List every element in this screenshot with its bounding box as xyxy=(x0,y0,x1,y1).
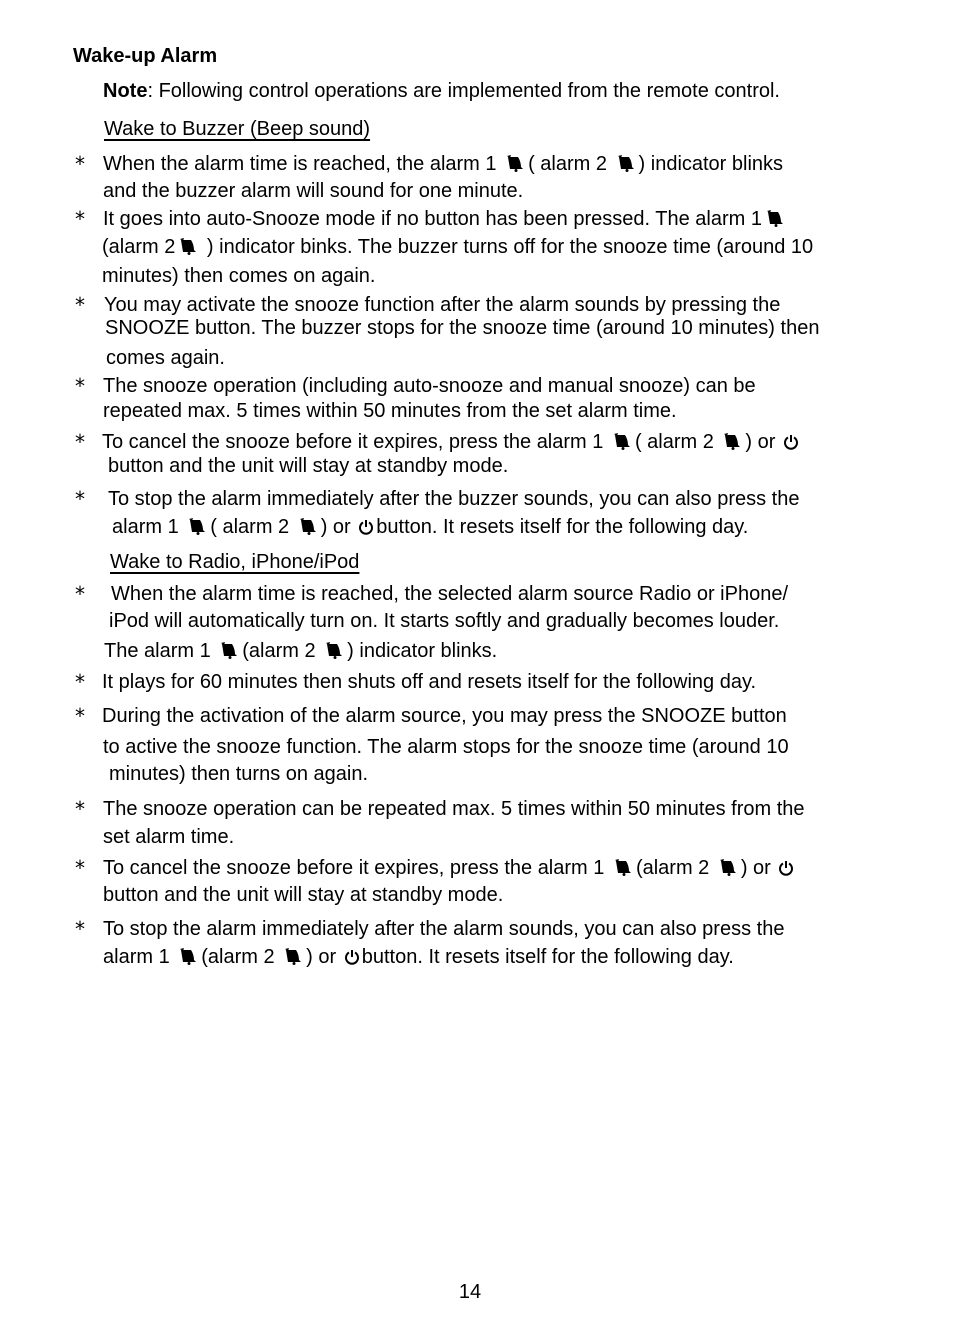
buzzer-item-4-line-2: repeated max. 5 times within 50 minutes from the set alarm time. xyxy=(103,400,677,422)
power-icon xyxy=(778,860,794,876)
alarm-2-bell-icon xyxy=(283,947,303,965)
alarm-2-bell-icon xyxy=(722,432,742,450)
buzzer-heading: Wake to Buzzer (Beep sound) xyxy=(104,118,371,140)
page-number: 14 xyxy=(458,1281,482,1303)
radio-item-6-line-1: To stop the alarm immediately after the alarm sounds, you can also press the xyxy=(103,918,785,940)
power-icon xyxy=(358,519,374,535)
section-title: Wake-up Alarm xyxy=(73,45,218,67)
radio-heading: Wake to Radio, iPhone/iPod xyxy=(110,551,360,573)
buzzer-item-3-line-3: comes again. xyxy=(106,347,225,369)
note-line xyxy=(103,79,780,103)
bullet-star: * xyxy=(75,670,85,694)
buzzer-item-5-line-2: button and the unit will stay at standby mode. xyxy=(108,455,509,477)
bullet-star: * xyxy=(75,207,85,231)
buzzer-item-4-line-1: The snooze operation (including auto-snooze and manual snooze) can be xyxy=(103,375,756,397)
radio-item-4-line-2: set alarm time. xyxy=(103,826,235,848)
alarm-1-bell-icon xyxy=(765,209,785,227)
buzzer-item-3-line-1: You may activate the snooze function after the alarm sounds by pressing the xyxy=(104,294,781,316)
buzzer-item-2-line-1: It goes into auto-Snooze mode if no button has been pressed. The alarm 1 xyxy=(103,207,788,231)
power-icon xyxy=(344,949,360,965)
radio-item-4-line-1: The snooze operation can be repeated max. 5 times within 50 minutes from the xyxy=(103,798,805,820)
alarm-2-bell-icon xyxy=(324,641,344,659)
radio-item-3-line-1: During the activation of the alarm source, you may press the SNOOZE button xyxy=(102,705,787,727)
bullet-star: * xyxy=(75,430,85,454)
bullet-star: * xyxy=(75,487,85,511)
alarm-1-bell-icon xyxy=(613,858,633,876)
radio-item-5-line-2: button and the unit will stay at standby mode. xyxy=(103,884,504,906)
note-text: : Following control operations are implemented from the remote control. xyxy=(147,80,780,102)
power-icon xyxy=(783,434,799,450)
radio-item-1-line-2: iPod will automatically turn on. It starts softly and gradually becomes louder. xyxy=(109,610,780,632)
buzzer-item-1-line-2: and the buzzer alarm will sound for one minute. xyxy=(103,180,524,202)
bullet-star: * xyxy=(75,374,85,398)
note-label: Note xyxy=(103,80,148,102)
bullet-star: * xyxy=(75,856,85,880)
radio-item-1-line-1: When the alarm time is reached, the selected alarm source Radio or iPhone/ xyxy=(111,583,789,605)
alarm-1-bell-icon xyxy=(178,947,198,965)
buzzer-item-3-line-2: SNOOZE button. The buzzer stops for the snooze time (around 10 minutes) then xyxy=(105,317,820,339)
alarm-2-bell-icon xyxy=(298,517,318,535)
buzzer-item-2-line-2: (alarm 2 ) indicator binks. The buzzer turns off for the snooze time (around 10 xyxy=(102,236,814,258)
alarm-1-bell-icon xyxy=(219,641,239,659)
buzzer-item-5-line-1: To cancel the snooze before it expires, press the alarm 1 ( alarm 2 ) or xyxy=(102,430,801,454)
alarm-1-bell-icon xyxy=(612,432,632,450)
bullet-star: * xyxy=(75,797,85,821)
buzzer-item-1-line-1: When the alarm time is reached, the alarm 1 ( alarm 2 ) indicator blinks xyxy=(103,153,784,175)
alarm-1-bell-icon xyxy=(187,517,207,535)
bullet-star: * xyxy=(75,704,85,728)
bullet-star: * xyxy=(75,917,85,941)
radio-item-2-line-1: It plays for 60 minutes then shuts off and resets itself for the following day. xyxy=(102,671,757,693)
radio-item-1-line-3: The alarm 1 (alarm 2 ) indicator blinks. xyxy=(104,640,498,662)
radio-item-6-line-2: alarm 1 (alarm 2 ) or button. It resets itself for the following day. xyxy=(103,946,734,968)
buzzer-item-6-line-2: alarm 1 ( alarm 2 ) or button. It resets itself for the following day. xyxy=(112,516,749,538)
bullet-star: * xyxy=(75,293,85,317)
bullet-star: * xyxy=(75,152,85,176)
radio-item-3-line-2: to active the snooze function. The alarm stops for the snooze time (around 10 xyxy=(103,736,789,758)
bullet-star: * xyxy=(75,582,85,606)
alarm-2-bell-icon xyxy=(718,858,738,876)
radio-item-5-line-1: To cancel the snooze before it expires, press the alarm 1 (alarm 2 ) or xyxy=(103,856,796,880)
alarm-1-bell-icon xyxy=(505,154,525,172)
buzzer-item-6-line-1: To stop the alarm immediately after the buzzer sounds, you can also press the xyxy=(108,488,800,510)
radio-item-3-line-3: minutes) then turns on again. xyxy=(109,763,369,785)
buzzer-item-2-line-3: minutes) then comes on again. xyxy=(102,265,376,287)
alarm-2-bell-icon xyxy=(616,154,636,172)
alarm-2-bell-icon xyxy=(178,237,198,255)
